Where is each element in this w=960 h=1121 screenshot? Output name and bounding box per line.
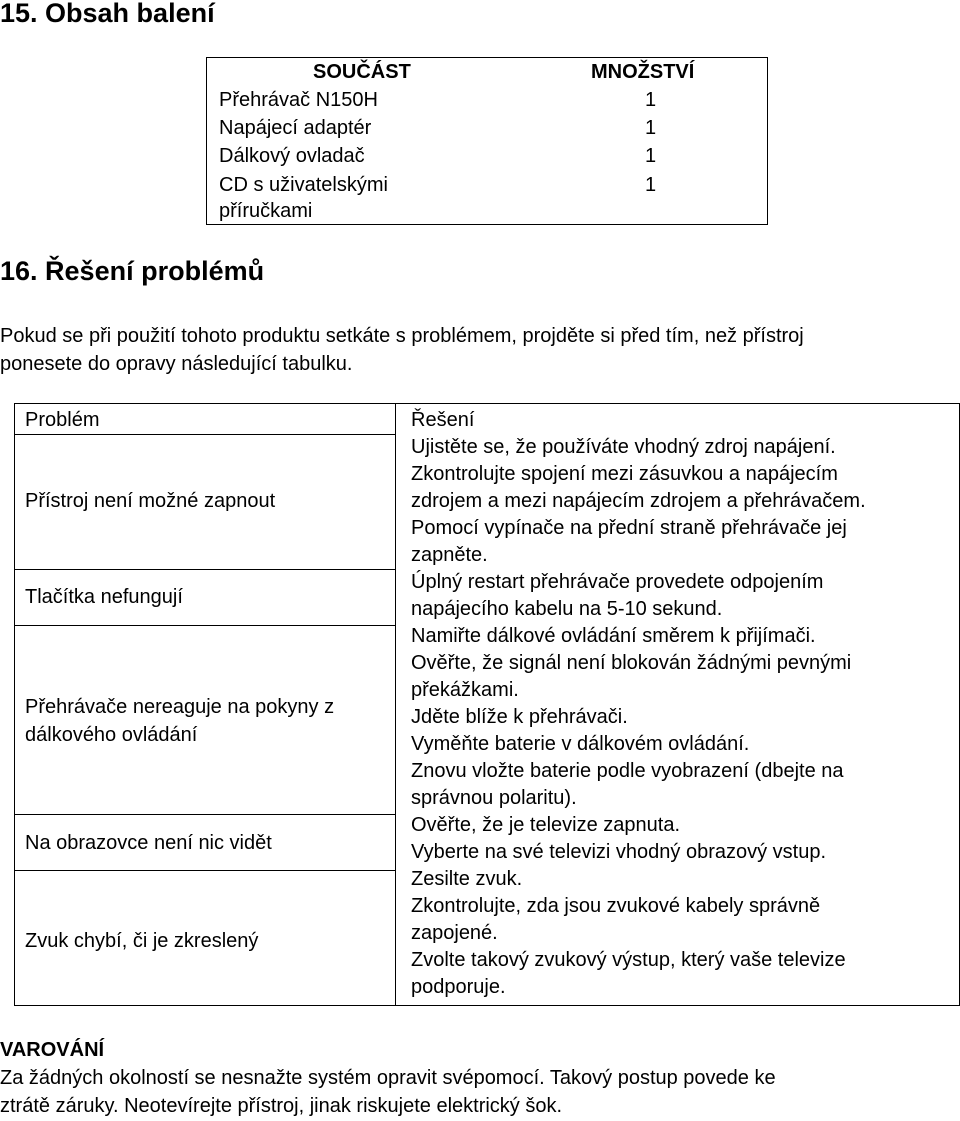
row-divider — [15, 434, 396, 435]
package-contents-table — [206, 57, 768, 225]
contents-header-qty: MNOŽSTVÍ — [591, 61, 695, 83]
column-divider — [395, 404, 396, 1005]
troubleshooting-table — [14, 403, 960, 1006]
intro-line: Pokud se při použití tohoto produktu setkáte s problémem, projděte si před tím, než přístroj — [0, 325, 804, 347]
contents-part-line: příručkami — [219, 200, 313, 222]
problem-cell: Přístroj není možné zapnout — [25, 490, 276, 512]
contents-part: Přehrávač N150H — [219, 89, 378, 111]
section-16-title: 16. Řešení problémů — [0, 256, 265, 286]
solution-line: Úplný restart přehrávače provedete odpojením — [411, 571, 824, 593]
solution-line: podporuje. — [411, 976, 506, 998]
solution-line: Znovu vložte baterie podle vyobrazení (dbejte na — [411, 760, 844, 782]
contents-part — [219, 172, 388, 224]
contents-qty: 1 — [645, 145, 657, 167]
warning-line: ztrátě záruky. Neotevírejte přístroj, jinak riskujete elektrický šok. — [0, 1095, 563, 1117]
warning-title: VAROVÁNÍ — [0, 1039, 105, 1061]
solution-line: Zesilte zvuk. — [411, 868, 523, 890]
warning-line: Za žádných okolností se nesnažte systém opravit svépomocí. Takový postup povede ke — [0, 1067, 776, 1089]
solution-line: Vyberte na své televizi vhodný obrazový vstup. — [411, 841, 827, 863]
problem-header: Problém — [25, 409, 100, 431]
solution-line: Vyměňte baterie v dálkovém ovládání. — [411, 733, 750, 755]
solution-line: Zkontrolujte, zda jsou zvukové kabely správně — [411, 895, 821, 917]
problem-cell: Zvuk chybí, či je zkreslený — [25, 930, 259, 952]
solution-line: napájecího kabelu na 5-10 sekund. — [411, 598, 723, 620]
solution-line: zapojené. — [411, 922, 498, 944]
warning-block — [0, 1036, 776, 1120]
solution-line: Zvolte takový zvukový výstup, který vaše televize — [411, 949, 846, 971]
row-divider — [15, 814, 396, 815]
solution-line: Ověřte, že signál není blokován žádnými pevnými — [411, 652, 852, 674]
solution-line: správnou polaritu). — [411, 787, 577, 809]
solution-line: Jděte blíže k přehrávači. — [411, 706, 628, 728]
row-divider — [15, 870, 396, 871]
solution-line: Pomocí vypínače na přední straně přehrávače jej — [411, 517, 847, 539]
problem-cell: Tlačítka nefungují — [25, 586, 183, 608]
problem-cell: Na obrazovce není nic vidět — [25, 832, 272, 854]
solution-line: Ověřte, že je televize zapnuta. — [411, 814, 681, 836]
row-divider — [15, 569, 396, 570]
solution-line: zapněte. — [411, 544, 488, 566]
solution-line: Ujistěte se, že používáte vhodný zdroj napájení. — [411, 436, 836, 458]
solution-list — [411, 434, 960, 1001]
intro-line: ponesete do opravy následující tabulku. — [0, 353, 353, 375]
contents-part: Napájecí adaptér — [219, 117, 372, 139]
problem-cell: Přehrávače nereaguje na pokyny z dálkového ovládání — [25, 696, 335, 746]
contents-qty: 1 — [645, 89, 657, 111]
section-15-title: 15. Obsah balení — [0, 0, 215, 28]
contents-qty: 1 — [645, 117, 657, 139]
intro-paragraph — [0, 322, 804, 378]
solution-line: zdrojem a mezi napájecím zdrojem a přehrávačem. — [411, 490, 866, 512]
solution-line: Namiřte dálkové ovládání směrem k přijímači. — [411, 625, 816, 647]
solution-header: Řešení — [411, 409, 475, 431]
solution-line: překážkami. — [411, 679, 519, 701]
contents-qty: 1 — [645, 174, 657, 196]
solution-line: Zkontrolujte spojení mezi zásuvkou a napájecím — [411, 463, 838, 485]
row-divider — [15, 625, 396, 626]
contents-header-part: SOUČÁST — [313, 61, 411, 83]
contents-part-line: CD s uživatelskými — [219, 174, 388, 196]
contents-part: Dálkový ovladač — [219, 145, 365, 167]
